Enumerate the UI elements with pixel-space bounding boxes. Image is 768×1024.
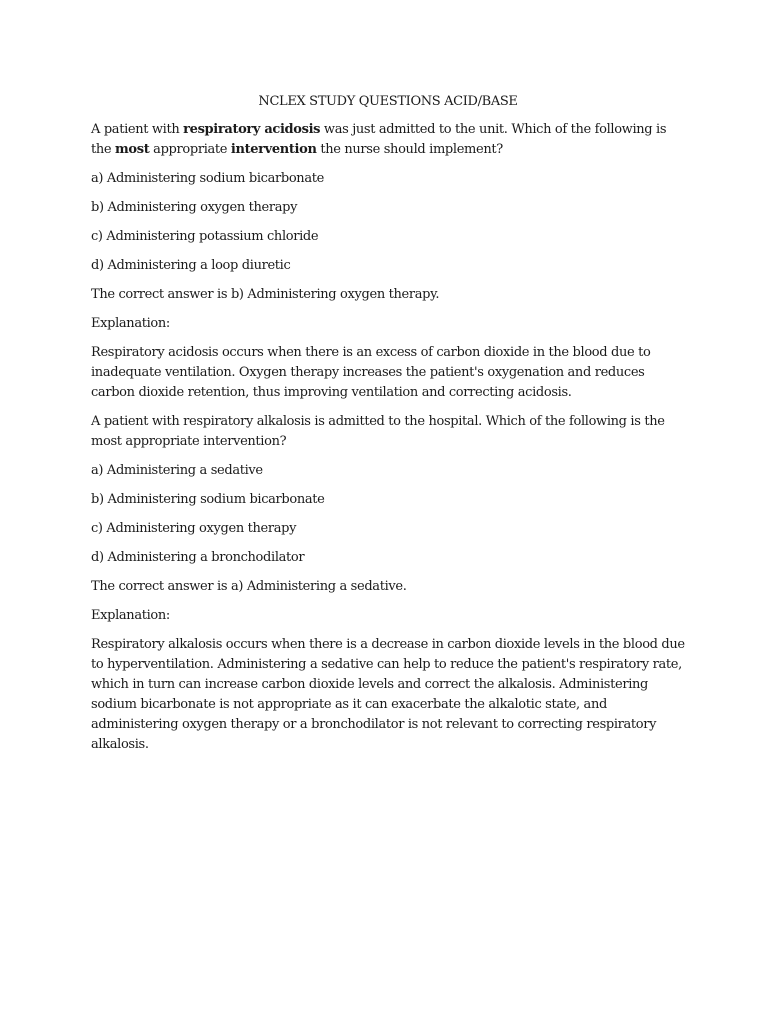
q1-stem-bold-1: respiratory acidosis: [183, 122, 321, 137]
question-2-explanation-label: Explanation:: [91, 608, 170, 623]
question-1-option-d: d) Administering a loop diuretic: [91, 258, 291, 273]
q1-stem-text-2: was just admitted to the unit. Which of the following is the: [91, 122, 667, 157]
question-1-explanation: Respiratory acidosis occurs when there is an excess of carbon dioxide in the blood due to inadequate ventilation. Oxygen therapy increases the patient's oxygenation and reduces carbon dioxide retention, thus improving ventilation and correcting acidosis.: [91, 345, 651, 400]
document-content: [91, 92, 685, 764]
question-2-option-a: a) Administering a sedative: [91, 463, 263, 478]
question-1-option-c: c) Administering potassium chloride: [91, 229, 319, 244]
question-1-explanation-label: Explanation:: [91, 316, 170, 331]
question-2-option-c: c) Administering oxygen therapy: [91, 521, 297, 536]
question-2-answer: The correct answer is a) Administering a sedative.: [91, 579, 407, 594]
q1-stem-bold-2: most: [115, 142, 150, 157]
question-2-option-b: b) Administering sodium bicarbonate: [91, 492, 325, 507]
question-1-answer: The correct answer is b) Administering oxygen therapy.: [91, 287, 440, 302]
q1-stem-text-1: A patient with: [91, 122, 184, 137]
q1-stem-text-4: the nurse should implement?: [316, 142, 503, 157]
question-2-stem: A patient with respiratory alkalosis is admitted to the hospital. Which of the following is the most appropriate intervention?: [91, 414, 665, 449]
question-1-stem: [91, 120, 685, 160]
q1-stem-text-3: appropriate: [149, 142, 231, 157]
question-2-explanation: Respiratory alkalosis occurs when there is a decrease in carbon dioxide levels in the blood due to hyperventilation. Administering a sedative can help to reduce the patient's respiratory rate, which in turn can increase carbon dioxide levels and correct the alkalosis. Administering sodium bicarbonate is not appropriate as it can exacerbate the alkalotic state, and administering oxygen therapy or a bronchodilator is not relevant to correcting respiratory alkalosis.: [91, 637, 685, 752]
question-1-option-a: a) Administering sodium bicarbonate: [91, 171, 324, 186]
question-2-option-d: d) Administering a bronchodilator: [91, 550, 305, 565]
question-1-option-b: b) Administering oxygen therapy: [91, 200, 298, 215]
q1-stem-bold-3: intervention: [230, 142, 317, 157]
document-title: NCLEX STUDY QUESTIONS ACID/BASE: [258, 94, 518, 109]
